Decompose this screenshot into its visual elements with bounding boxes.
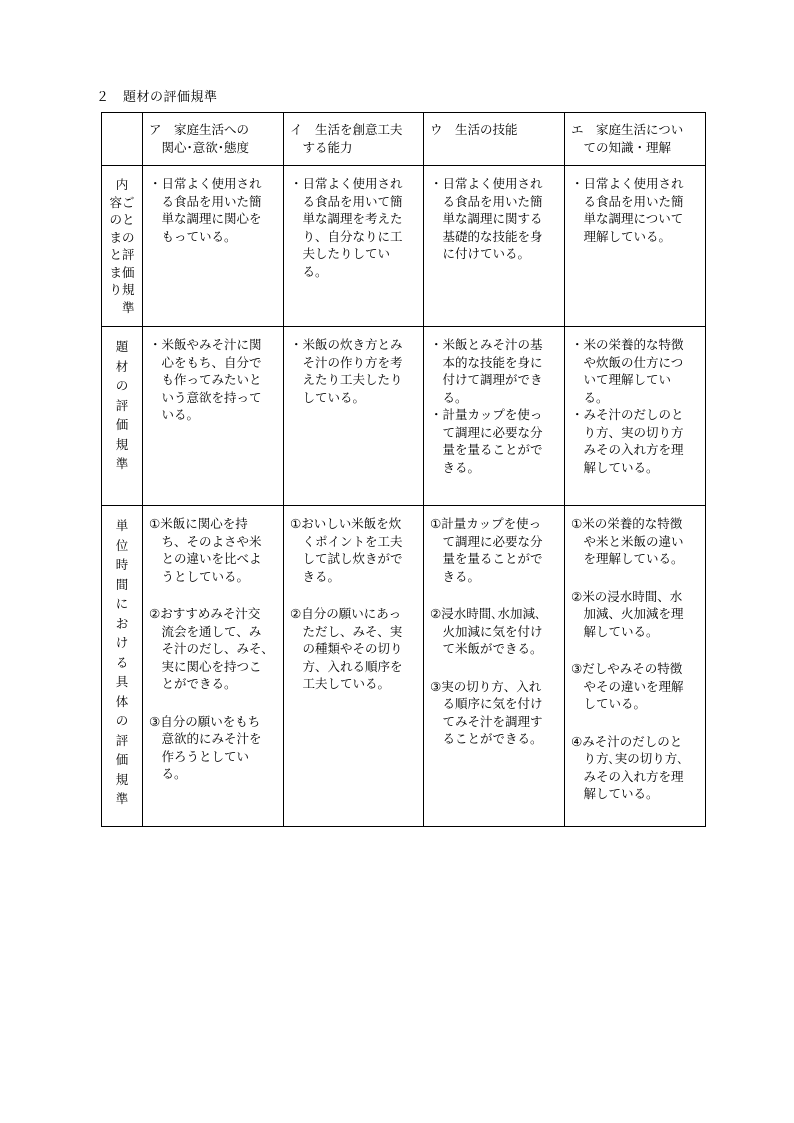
criteria-line: 火加減に気を付け <box>430 623 543 639</box>
criteria-cell <box>284 166 424 327</box>
criteria-line: る食品を用いた簡 <box>149 193 262 209</box>
row-label-char: 材 <box>115 358 129 374</box>
column-header-skills: ウ 生活の技能 <box>424 113 565 166</box>
criteria-line: 本的な技能を身に <box>430 354 543 370</box>
criteria-line: やその違いを理解 <box>571 678 684 694</box>
criteria-line: ①計量カップを使っ <box>430 516 542 531</box>
line-spacer <box>430 585 560 605</box>
line-spacer <box>571 713 701 733</box>
line-spacer <box>571 568 701 588</box>
row-label-char: まの <box>109 229 135 245</box>
criteria-line: る食品を用いた簡 <box>430 193 543 209</box>
criteria-line: 基礎的な技能を身 <box>430 228 543 244</box>
row-label-char: 価 <box>115 752 129 767</box>
criteria-line: も作ってみたいと <box>149 372 262 387</box>
criteria-cell <box>143 506 284 827</box>
criteria-line: ③自分の願いをもち <box>149 713 261 729</box>
criteria-line: ただし、みそ、実 <box>290 623 403 639</box>
criteria-line: 実に関心を持つこ <box>149 658 262 674</box>
criteria-line: ①おいしい米飯を炊 <box>290 516 402 531</box>
row-label-char: 時 <box>115 557 129 572</box>
criteria-line: る。 <box>571 389 609 405</box>
table-row <box>102 327 706 506</box>
criteria-cell <box>424 166 565 327</box>
row-label-char: 準 <box>115 456 129 471</box>
row-label-char: 単 <box>115 518 129 533</box>
section-heading: ２ 題材の評価規準 <box>96 90 218 105</box>
criteria-line: きる。 <box>430 568 481 584</box>
row-label-char: 題 <box>115 339 129 354</box>
criteria-cell <box>565 506 706 827</box>
criteria-line: る順序に気を付け <box>430 696 543 711</box>
criteria-line: ②自分の願いにあっ <box>290 606 402 621</box>
row-label-char: 体 <box>115 693 129 709</box>
criteria-line: ・日常よく使用され <box>149 176 262 191</box>
criteria-line: 単な調理に関する <box>430 211 543 226</box>
criteria-line: ・計量カップを使っ <box>430 407 543 422</box>
criteria-line: ることができる。 <box>430 731 543 746</box>
criteria-line: に付けている。 <box>430 246 531 261</box>
criteria-line: ①米の栄養的な特徴 <box>571 516 683 531</box>
row-label-topic-criteria <box>102 327 143 506</box>
row-label-char: け <box>115 635 129 650</box>
criteria-line: り方、実の切り方 <box>571 424 684 440</box>
criteria-line: 単な調理を考えた <box>290 211 403 226</box>
criteria-line: 心をもち、自分で <box>149 354 262 370</box>
row-label-char: と評 <box>109 247 135 262</box>
criteria-line: ・日常よく使用され <box>571 176 684 191</box>
row-label-char: 価 <box>115 417 129 432</box>
criteria-line: ・みそ汁のだしのと <box>571 407 684 422</box>
criteria-line: きる。 <box>430 459 481 475</box>
criteria-line: みその入れ方を理 <box>571 768 684 784</box>
criteria-line: る。 <box>290 263 328 279</box>
criteria-line: ・米飯とみそ汁の基 <box>430 337 543 352</box>
row-label-char: に <box>115 596 129 611</box>
criteria-line: 方、入れる順序を <box>290 658 403 674</box>
criteria-line: 理解している。 <box>571 228 672 244</box>
criteria-line: ・米飯やみそ汁に関 <box>149 337 262 352</box>
row-label-char: 規 <box>115 771 129 787</box>
row-label-char: の <box>115 713 129 728</box>
criteria-line: えたり工夫したり <box>290 372 403 387</box>
criteria-cell <box>143 166 284 327</box>
criteria-cell <box>284 506 424 827</box>
criteria-cell <box>565 327 706 506</box>
criteria-line: や米と米飯の違い <box>571 533 684 549</box>
criteria-line: や炊飯の仕方につ <box>571 354 684 370</box>
row-label-char: 評 <box>115 397 129 413</box>
criteria-cell <box>424 327 565 506</box>
row-label-char: の <box>115 378 129 393</box>
criteria-line: る食品を用いた簡 <box>571 193 684 209</box>
row-label-char: 評 <box>115 732 129 748</box>
row-label-char: ま価 <box>109 264 135 280</box>
line-spacer <box>290 585 419 605</box>
row-label-char: 準 <box>115 791 129 806</box>
criteria-line: 意欲的にみそ汁を <box>149 731 262 746</box>
criteria-line: ③だしやみその特徴 <box>571 661 683 676</box>
criteria-line: ①米飯に関心を持 <box>149 516 248 531</box>
criteria-line: ②浸水時間､水加減､ <box>430 606 542 621</box>
criteria-line: みその入れ方を理 <box>571 442 684 457</box>
criteria-line: いる。 <box>149 407 200 422</box>
criteria-line: を理解している。 <box>571 551 684 566</box>
criteria-line: うとしている。 <box>149 568 250 584</box>
row-label-char: 内 <box>115 177 129 192</box>
criteria-line: ③実の切り方、入れ <box>430 678 542 694</box>
row-label-char: 位 <box>115 537 129 553</box>
row-label-char: 準 <box>109 299 135 315</box>
criteria-line: ②おすすめみそ汁交 <box>149 606 261 621</box>
criteria-line: して試し炊きがで <box>290 551 403 566</box>
criteria-line: している。 <box>571 696 647 711</box>
criteria-line: ④みそ汁のだしのと <box>571 733 683 749</box>
criteria-line: り方､実の切り方､ <box>571 751 684 766</box>
criteria-line: いう意欲を持って <box>149 389 262 405</box>
criteria-line: り、自分なりに工 <box>290 228 403 244</box>
criteria-line: 単な調理に関心を <box>149 211 262 226</box>
criteria-line: ・日常よく使用され <box>290 176 403 191</box>
criteria-cell <box>565 166 706 327</box>
criteria-line: ・米の栄養的な特徴 <box>571 337 684 352</box>
corner-cell <box>102 113 143 166</box>
criteria-line: いて理解してい <box>571 372 672 387</box>
line-spacer <box>571 640 701 660</box>
criteria-cell <box>143 327 284 506</box>
criteria-line: ち、そのよさや米 <box>149 533 262 549</box>
criteria-line: る食品を用いて簡 <box>290 193 403 209</box>
row-label-char: のと <box>109 212 135 227</box>
criteria-line: 付けて調理ができ <box>430 372 543 387</box>
criteria-line: 加減、火加減を理 <box>571 606 684 621</box>
criteria-line: の種類やその切り <box>290 641 403 656</box>
criteria-line: る。 <box>430 389 468 405</box>
criteria-line: 単な調理について <box>571 211 684 226</box>
criteria-line: ・日常よく使用され <box>430 176 543 191</box>
criteria-line: 解している。 <box>571 459 659 475</box>
row-label-lesson-criteria <box>102 506 143 827</box>
criteria-line: もっている。 <box>149 228 237 244</box>
row-label-char: 具 <box>115 674 129 689</box>
row-label-char: 間 <box>115 576 129 592</box>
criteria-line: との違いを比べよ <box>149 551 262 566</box>
criteria-cell <box>284 327 424 506</box>
row-label-char: 容ご <box>109 194 135 210</box>
criteria-cell <box>424 506 565 827</box>
line-spacer <box>149 693 279 713</box>
criteria-line: る。 <box>149 766 187 781</box>
criteria-line: している。 <box>290 389 366 405</box>
criteria-line: 量を量ることがで <box>430 551 543 566</box>
evaluation-criteria-table <box>101 112 706 827</box>
criteria-line: て米飯ができる。 <box>430 641 543 656</box>
criteria-line: 流会を通して、み <box>149 623 262 639</box>
criteria-line: 工夫している。 <box>290 676 391 691</box>
criteria-line: そ汁のだし、みそ、 <box>149 641 274 656</box>
table-header-row <box>102 113 706 166</box>
table-row <box>102 166 706 327</box>
criteria-line: て調理に必要な分 <box>430 424 543 440</box>
line-spacer <box>149 585 279 605</box>
criteria-line: 解している。 <box>571 623 659 639</box>
column-header-knowledge: エ 家庭生活につい ての知識・理解 <box>565 113 706 166</box>
criteria-line: そ汁の作り方を考 <box>290 354 403 370</box>
criteria-line: ・米飯の炊き方とみ <box>290 337 403 352</box>
column-header-interest: ア 家庭生活への 関心･意欲･態度 <box>143 113 284 166</box>
criteria-line: きる。 <box>290 568 341 584</box>
row-label-unit-criteria <box>102 166 143 327</box>
table-row <box>102 506 706 827</box>
criteria-line: ②米の浸水時間、水 <box>571 588 683 604</box>
row-label-char: 規 <box>115 436 129 452</box>
row-label-char: る <box>115 654 129 670</box>
row-label-char: お <box>115 615 129 631</box>
criteria-line: 作ろうとしてい <box>149 748 250 764</box>
row-label-char: り規 <box>109 282 135 297</box>
criteria-line: とができる。 <box>149 676 237 691</box>
criteria-line: 量を量ることがで <box>430 442 543 457</box>
criteria-line: て調理に必要な分 <box>430 533 543 549</box>
line-spacer <box>430 658 560 678</box>
criteria-line: てみそ汁を調理す <box>430 713 543 729</box>
column-header-creativity: イ 生活を創意工夫 する能力 <box>284 113 424 166</box>
criteria-line: 夫したりしてい <box>290 246 391 261</box>
criteria-line: 解している。 <box>571 786 659 801</box>
criteria-line: くポイントを工夫 <box>290 533 403 549</box>
